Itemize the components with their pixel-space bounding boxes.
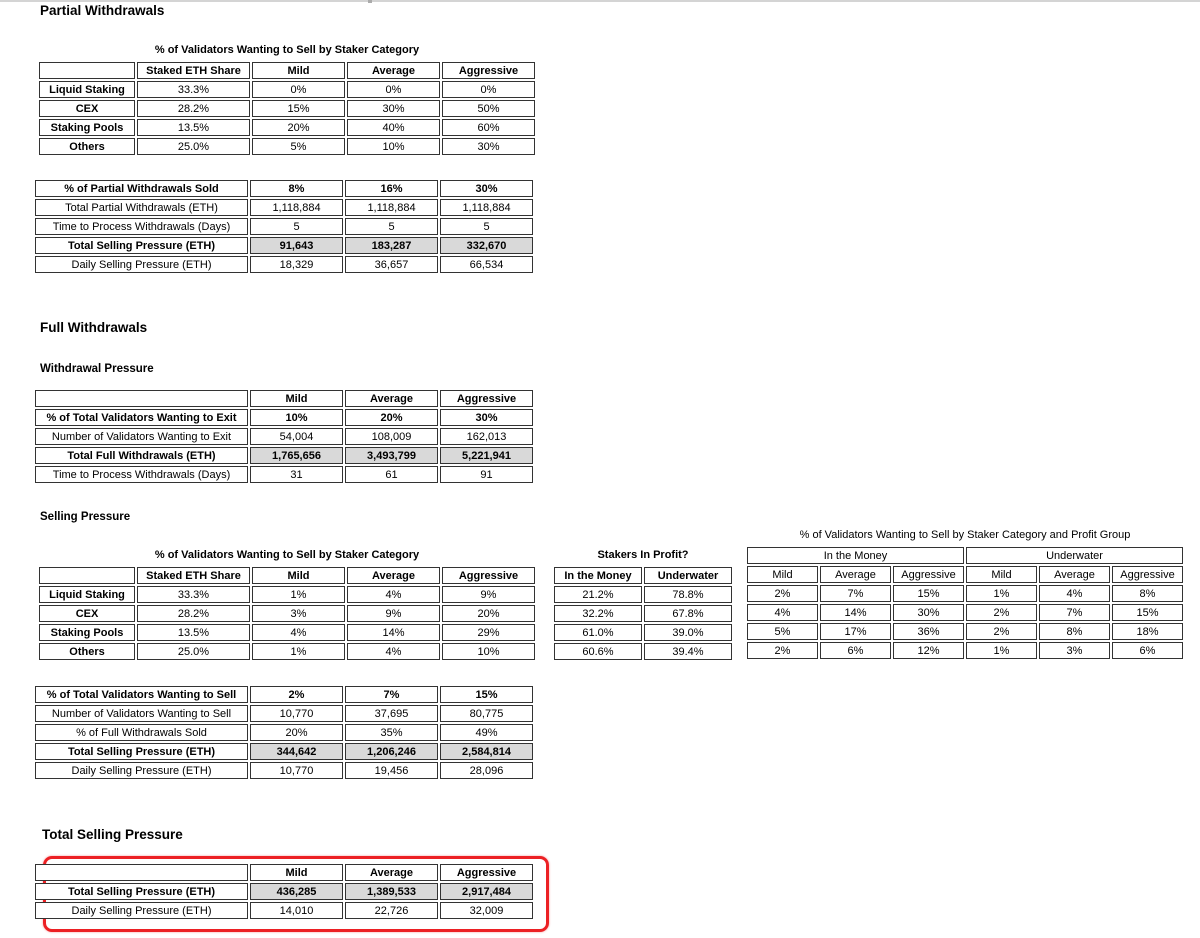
cell[interactable]: 54,004 bbox=[250, 428, 343, 445]
cell[interactable]: 3% bbox=[252, 605, 345, 622]
stakers-in-profit-table bbox=[552, 565, 734, 662]
col-header[interactable]: Mild bbox=[250, 390, 343, 407]
cell[interactable]: 1,389,533 bbox=[345, 883, 438, 900]
row-label[interactable]: Total Full Withdrawals (ETH) bbox=[35, 447, 248, 464]
partial-withdrawals-calc-table bbox=[33, 178, 535, 275]
cell[interactable]: 13.5% bbox=[137, 119, 250, 136]
cell[interactable]: 29% bbox=[442, 624, 535, 641]
table-header-row bbox=[35, 390, 533, 407]
heading-selling-pressure: Selling Pressure bbox=[40, 511, 131, 523]
cell[interactable]: 1,118,884 bbox=[345, 199, 438, 216]
cell[interactable]: 20% bbox=[252, 119, 345, 136]
col-header[interactable]: Mild bbox=[966, 566, 1037, 583]
row-label[interactable]: Others bbox=[39, 643, 135, 660]
row-label bbox=[35, 864, 248, 881]
cell[interactable]: 50% bbox=[442, 100, 535, 117]
cell[interactable]: 30% bbox=[442, 138, 535, 155]
cell[interactable]: 14% bbox=[347, 624, 440, 641]
cell[interactable]: 30% bbox=[440, 409, 533, 426]
table-row bbox=[39, 119, 535, 136]
cell[interactable]: 4% bbox=[747, 604, 818, 621]
cell[interactable]: 49% bbox=[440, 724, 533, 741]
col-header[interactable]: Average bbox=[345, 864, 438, 881]
sell-staker-table-title: % of Validators Wanting to Sell by Staker Category bbox=[154, 549, 420, 561]
row-label[interactable]: Staking Pools bbox=[39, 624, 135, 641]
spreadsheet-gridline bbox=[0, 0, 368, 2]
cell[interactable]: 3,493,799 bbox=[345, 447, 438, 464]
table-row bbox=[35, 447, 533, 464]
cell[interactable]: 8% bbox=[1039, 623, 1110, 640]
table-header-row bbox=[39, 567, 535, 584]
row-label[interactable]: Daily Selling Pressure (ETH) bbox=[35, 902, 248, 919]
cell[interactable]: 40% bbox=[347, 119, 440, 136]
table-row bbox=[554, 643, 732, 660]
cell[interactable]: 1% bbox=[252, 586, 345, 603]
col-header[interactable]: Mild bbox=[250, 864, 343, 881]
cell[interactable]: 7% bbox=[1039, 604, 1110, 621]
cell[interactable]: 33.3% bbox=[137, 586, 250, 603]
stakers-in-profit-title: Stakers In Profit? bbox=[597, 549, 689, 561]
table-row bbox=[35, 762, 533, 779]
cell[interactable]: 91 bbox=[440, 466, 533, 483]
cell[interactable]: 1,118,884 bbox=[250, 199, 343, 216]
table-row bbox=[39, 643, 535, 660]
table-row bbox=[554, 586, 732, 603]
cell[interactable]: 1% bbox=[966, 642, 1037, 659]
cell[interactable]: 162,013 bbox=[440, 428, 533, 445]
cell[interactable]: 0% bbox=[442, 81, 535, 98]
cell[interactable]: 5 bbox=[250, 218, 343, 235]
cell[interactable]: 36,657 bbox=[345, 256, 438, 273]
cell[interactable]: 10,770 bbox=[250, 705, 343, 722]
selling-staker-sell-table bbox=[37, 565, 537, 662]
cell[interactable]: 60% bbox=[442, 119, 535, 136]
cell[interactable]: 2% bbox=[966, 604, 1037, 621]
cell[interactable]: 14% bbox=[820, 604, 891, 621]
profit-group-sell-table bbox=[745, 545, 1185, 661]
cell[interactable]: 21.2% bbox=[554, 586, 642, 603]
profit-group-table-title: % of Validators Wanting to Sell by Staker Category and Profit Group bbox=[799, 529, 1131, 541]
table-row bbox=[35, 180, 533, 197]
row-label[interactable]: CEX bbox=[39, 100, 135, 117]
full-selling-pressure-calc-table bbox=[33, 684, 535, 781]
spreadsheet-gridline bbox=[372, 0, 1200, 2]
cell[interactable]: 67.8% bbox=[644, 605, 732, 622]
table-row bbox=[747, 623, 1183, 640]
cell[interactable]: 14,010 bbox=[250, 902, 343, 919]
table-header-row bbox=[554, 567, 732, 584]
cell[interactable]: 344,642 bbox=[250, 743, 343, 760]
cell[interactable]: 22,726 bbox=[345, 902, 438, 919]
cell[interactable]: 18% bbox=[1112, 623, 1183, 640]
cell[interactable]: 1,765,656 bbox=[250, 447, 343, 464]
cell[interactable]: 25.0% bbox=[137, 138, 250, 155]
col-header[interactable]: Average bbox=[347, 567, 440, 584]
row-label[interactable]: % of Partial Withdrawals Sold bbox=[35, 180, 248, 197]
cell[interactable]: 2% bbox=[250, 686, 343, 703]
col-header[interactable]: Aggressive bbox=[1112, 566, 1183, 583]
cell[interactable]: 7% bbox=[820, 585, 891, 602]
cell[interactable]: 183,287 bbox=[345, 237, 438, 254]
cell[interactable]: 20% bbox=[442, 605, 535, 622]
cell[interactable]: 3% bbox=[1039, 642, 1110, 659]
cell[interactable]: 15% bbox=[252, 100, 345, 117]
partial-staker-table-title: % of Validators Wanting to Sell by Staker Category bbox=[154, 44, 420, 56]
full-withdrawal-pressure-table bbox=[33, 388, 535, 485]
cell[interactable]: 20% bbox=[345, 409, 438, 426]
row-label[interactable]: Liquid Staking bbox=[39, 81, 135, 98]
cell[interactable]: 4% bbox=[1039, 585, 1110, 602]
table-row bbox=[35, 686, 533, 703]
cell[interactable]: 4% bbox=[347, 643, 440, 660]
corner-cell[interactable] bbox=[39, 567, 135, 584]
cell[interactable]: 80,775 bbox=[440, 705, 533, 722]
row-label[interactable]: % of Full Withdrawals Sold bbox=[35, 724, 248, 741]
cell[interactable]: 25.0% bbox=[137, 643, 250, 660]
table-row bbox=[747, 642, 1183, 659]
cell[interactable]: 31 bbox=[250, 466, 343, 483]
cell[interactable]: 6% bbox=[820, 642, 891, 659]
group-header[interactable]: Underwater bbox=[966, 547, 1183, 564]
cell[interactable]: 0% bbox=[252, 81, 345, 98]
row-label[interactable]: % of Total Validators Wanting to Sell bbox=[35, 686, 248, 703]
row-label[interactable]: Total Partial Withdrawals (ETH) bbox=[35, 199, 248, 216]
cell[interactable]: 7% bbox=[345, 686, 438, 703]
table-row bbox=[35, 705, 533, 722]
col-header[interactable]: Aggressive bbox=[442, 62, 535, 79]
row-label[interactable]: Time to Process Withdrawals (Days) bbox=[35, 466, 248, 483]
corner-cell[interactable] bbox=[39, 62, 135, 79]
cell[interactable]: 20% bbox=[250, 724, 343, 741]
col-header[interactable]: Mild bbox=[747, 566, 818, 583]
cell[interactable]: 5,221,941 bbox=[440, 447, 533, 464]
row-label[interactable]: Staking Pools bbox=[39, 119, 135, 136]
cell[interactable]: 8% bbox=[1112, 585, 1183, 602]
cell[interactable]: 32.2% bbox=[554, 605, 642, 622]
table-header-row bbox=[39, 62, 535, 79]
table-row bbox=[39, 624, 535, 641]
cell[interactable]: 60.6% bbox=[554, 643, 642, 660]
row-label bbox=[35, 390, 248, 407]
cell[interactable]: 16% bbox=[345, 180, 438, 197]
row-label[interactable]: Total Selling Pressure (ETH) bbox=[35, 743, 248, 760]
table-row bbox=[35, 409, 533, 426]
cell[interactable]: 35% bbox=[345, 724, 438, 741]
row-label[interactable]: Others bbox=[39, 138, 135, 155]
table-header-row bbox=[35, 864, 533, 881]
cell[interactable]: 1% bbox=[252, 643, 345, 660]
cell[interactable]: 39.4% bbox=[644, 643, 732, 660]
cell[interactable]: 2% bbox=[747, 585, 818, 602]
col-header[interactable]: Aggressive bbox=[440, 390, 533, 407]
cell[interactable]: 1,206,246 bbox=[345, 743, 438, 760]
table-row bbox=[35, 743, 533, 760]
cell[interactable]: 15% bbox=[1112, 604, 1183, 621]
table-row bbox=[747, 585, 1183, 602]
cell[interactable]: 436,285 bbox=[250, 883, 343, 900]
cell[interactable]: 13.5% bbox=[137, 624, 250, 641]
cell[interactable]: 78.8% bbox=[644, 586, 732, 603]
row-label[interactable]: Daily Selling Pressure (ETH) bbox=[35, 256, 248, 273]
cell[interactable]: 2,584,814 bbox=[440, 743, 533, 760]
heading-partial-withdrawals: Partial Withdrawals bbox=[40, 3, 165, 18]
cell[interactable]: 17% bbox=[820, 623, 891, 640]
total-selling-pressure-table bbox=[33, 862, 535, 921]
col-header[interactable]: In the Money bbox=[554, 567, 642, 584]
col-header[interactable]: Aggressive bbox=[442, 567, 535, 584]
cell[interactable]: 28.2% bbox=[137, 100, 250, 117]
cell[interactable]: 19,456 bbox=[345, 762, 438, 779]
col-header[interactable]: Aggressive bbox=[893, 566, 964, 583]
col-header[interactable]: Average bbox=[820, 566, 891, 583]
col-header[interactable]: Average bbox=[347, 62, 440, 79]
row-label[interactable]: Total Selling Pressure (ETH) bbox=[35, 237, 248, 254]
cell[interactable]: 61.0% bbox=[554, 624, 642, 641]
cell[interactable]: 28,096 bbox=[440, 762, 533, 779]
col-header[interactable]: Aggressive bbox=[440, 864, 533, 881]
col-header[interactable]: Mild bbox=[252, 62, 345, 79]
table-row bbox=[35, 256, 533, 273]
cell[interactable]: 91,643 bbox=[250, 237, 343, 254]
cell[interactable]: 9% bbox=[347, 605, 440, 622]
table-row bbox=[35, 199, 533, 216]
col-header[interactable]: Mild bbox=[252, 567, 345, 584]
cell[interactable]: 8% bbox=[250, 180, 343, 197]
table-row bbox=[39, 586, 535, 603]
table-row bbox=[35, 724, 533, 741]
cell[interactable]: 10% bbox=[347, 138, 440, 155]
table-row bbox=[554, 605, 732, 622]
cell[interactable]: 66,534 bbox=[440, 256, 533, 273]
col-header[interactable]: Average bbox=[345, 390, 438, 407]
table-row bbox=[35, 237, 533, 254]
cell[interactable]: 1,118,884 bbox=[440, 199, 533, 216]
row-label[interactable]: % of Total Validators Wanting to Exit bbox=[35, 409, 248, 426]
cell[interactable]: 6% bbox=[1112, 642, 1183, 659]
table-row bbox=[35, 218, 533, 235]
cell[interactable]: 30% bbox=[440, 180, 533, 197]
row-label[interactable]: Daily Selling Pressure (ETH) bbox=[35, 762, 248, 779]
row-label[interactable]: Number of Validators Wanting to Exit bbox=[35, 428, 248, 445]
cell[interactable]: 36% bbox=[893, 623, 964, 640]
cell[interactable]: 332,670 bbox=[440, 237, 533, 254]
cell[interactable]: 2% bbox=[966, 623, 1037, 640]
table-row bbox=[35, 428, 533, 445]
cell[interactable]: 4% bbox=[347, 586, 440, 603]
table-row bbox=[35, 466, 533, 483]
cell[interactable]: 15% bbox=[893, 585, 964, 602]
table-row bbox=[39, 605, 535, 622]
cell[interactable]: 32,009 bbox=[440, 902, 533, 919]
cell[interactable]: 2% bbox=[747, 642, 818, 659]
cell[interactable]: 5 bbox=[345, 218, 438, 235]
cell[interactable]: 12% bbox=[893, 642, 964, 659]
cell[interactable]: 30% bbox=[893, 604, 964, 621]
table-header-row bbox=[747, 566, 1183, 583]
table-row bbox=[35, 902, 533, 919]
table-row bbox=[554, 624, 732, 641]
col-header[interactable]: Staked ETH Share bbox=[137, 62, 250, 79]
col-header[interactable]: Average bbox=[1039, 566, 1110, 583]
col-header[interactable]: Staked ETH Share bbox=[137, 567, 250, 584]
cell[interactable]: 33.3% bbox=[137, 81, 250, 98]
cell[interactable]: 30% bbox=[347, 100, 440, 117]
group-header[interactable]: In the Money bbox=[747, 547, 964, 564]
table-group-header-row bbox=[747, 547, 1183, 564]
table-row bbox=[747, 604, 1183, 621]
cell[interactable]: 0% bbox=[347, 81, 440, 98]
cell[interactable]: 10% bbox=[250, 409, 343, 426]
cell[interactable]: 15% bbox=[440, 686, 533, 703]
row-label[interactable]: Time to Process Withdrawals (Days) bbox=[35, 218, 248, 235]
heading-withdrawal-pressure: Withdrawal Pressure bbox=[40, 363, 154, 375]
cell[interactable]: 37,695 bbox=[345, 705, 438, 722]
row-label[interactable]: Liquid Staking bbox=[39, 586, 135, 603]
cell[interactable]: 39.0% bbox=[644, 624, 732, 641]
row-label[interactable]: Total Selling Pressure (ETH) bbox=[35, 883, 248, 900]
cell[interactable]: 10,770 bbox=[250, 762, 343, 779]
cell[interactable]: 1% bbox=[966, 585, 1037, 602]
cell[interactable]: 2,917,484 bbox=[440, 883, 533, 900]
cell[interactable]: 18,329 bbox=[250, 256, 343, 273]
cell[interactable]: 10% bbox=[442, 643, 535, 660]
row-label[interactable]: Number of Validators Wanting to Sell bbox=[35, 705, 248, 722]
cell[interactable]: 5% bbox=[252, 138, 345, 155]
heading-total-selling-pressure: Total Selling Pressure bbox=[42, 827, 183, 842]
col-header[interactable]: Underwater bbox=[644, 567, 732, 584]
row-label[interactable]: CEX bbox=[39, 605, 135, 622]
cell[interactable]: 9% bbox=[442, 586, 535, 603]
cell[interactable]: 61 bbox=[345, 466, 438, 483]
cell[interactable]: 108,009 bbox=[345, 428, 438, 445]
cell[interactable]: 5 bbox=[440, 218, 533, 235]
heading-full-withdrawals: Full Withdrawals bbox=[40, 320, 148, 335]
table-row bbox=[35, 883, 533, 900]
table-row bbox=[39, 81, 535, 98]
cell[interactable]: 28.2% bbox=[137, 605, 250, 622]
table-row bbox=[39, 138, 535, 155]
partial-staker-sell-table bbox=[37, 60, 537, 157]
cell[interactable]: 5% bbox=[747, 623, 818, 640]
table-row bbox=[39, 100, 535, 117]
cell[interactable]: 4% bbox=[252, 624, 345, 641]
